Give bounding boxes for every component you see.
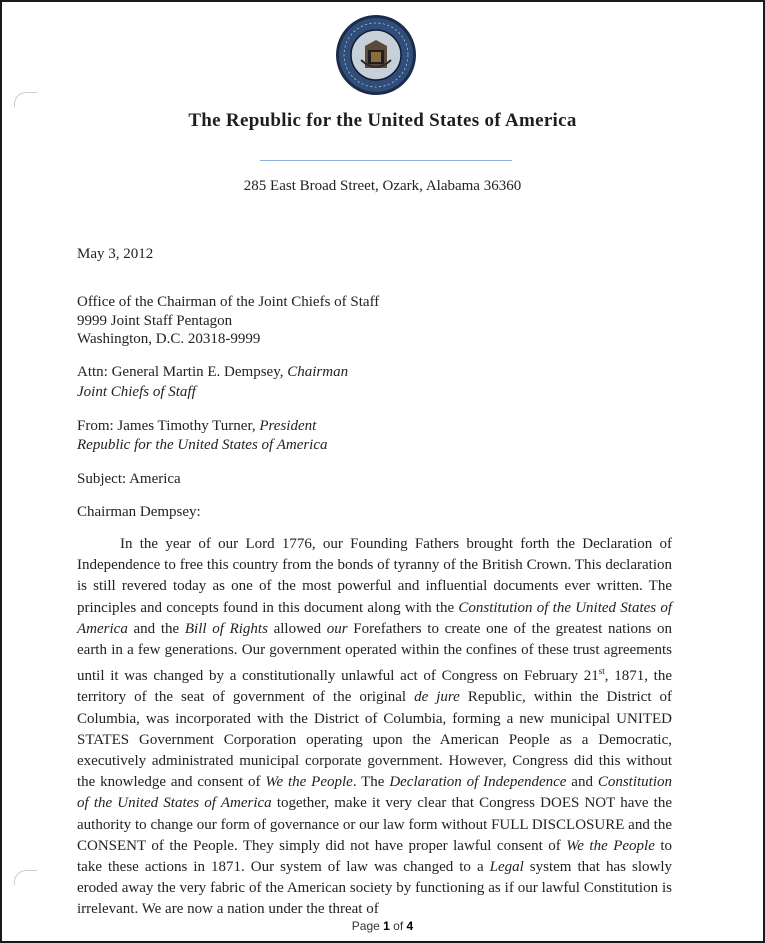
body-text-run: system that has slowly eroded away the very fabric of the American society by functioning as if our lawful Constitution is irrelevant. We are now a nation under the threat of <box>77 859 672 918</box>
body-text-run: . The <box>352 774 390 791</box>
body-italic-run: Constitution of the United States of America <box>77 599 673 637</box>
body-paragraph <box>77 534 672 921</box>
body-text-run: , 1871, the territory of the seat of government of the original <box>77 668 672 706</box>
page-footer <box>0 919 765 933</box>
subject-line: Subject: America <box>77 471 181 487</box>
recipient-line-2: 9999 Joint Staff Pentagon <box>77 313 233 329</box>
body-italic-run: Legal <box>489 859 524 876</box>
body-italic-run: our <box>326 620 348 637</box>
body-italic-run: We the People <box>265 774 353 791</box>
footer-of-word: of <box>389 919 407 933</box>
body-superscript: st <box>598 666 605 677</box>
body-text-run: and the <box>127 620 185 637</box>
body-italic-run: de jure <box>414 689 460 706</box>
footer-page-number: 1 <box>383 919 390 933</box>
body-text-run: together, make it very clear that Congress DOES NOT have the authority to change our form of governance or our law form without FULL DISCLOSURE and the CONSENT of the People. They simply did not have proper lawful consent of <box>77 795 672 854</box>
salutation: Chairman Dempsey: <box>77 504 201 520</box>
from-prefix: From: James Timothy Turner, <box>77 418 260 434</box>
attn-title: Chairman <box>287 364 349 380</box>
scan-mark <box>14 870 37 885</box>
scan-mark <box>14 92 37 107</box>
footer-page-total: 4 <box>406 919 414 933</box>
letterhead-address: 285 East Broad Street, Ozark, Alabama 36360 <box>243 178 522 194</box>
body-text-run: allowed <box>267 620 327 637</box>
footer-page-word: Page <box>351 919 384 933</box>
body-text-run: Forefathers to create one of the greatest nations on earth in a few generations. Our government operated within the confines of these trust agreements until it was changed by a constitutionally unlawful act of Congress on February 21 <box>77 620 673 685</box>
body-italic-run: Constitution of the United States of America <box>77 774 672 812</box>
body-italic-run: Declaration of Independence <box>389 774 567 791</box>
attn-org: Joint Chiefs of Staff <box>77 384 196 400</box>
body-text-run: Republic, within the District of Columbia, was incorporated with the District of Columbia, forming a new municipal UNITED STATES Government Corporation operating upon the American People as a Democratic, executively administrated municipal corporate government. However, Congress did this without the knowledge and consent of <box>77 689 673 791</box>
attn-prefix: Attn: General Martin E. Dempsey, <box>77 364 288 380</box>
header-divider <box>260 160 512 161</box>
letterhead-title: The Republic for the United States of America <box>188 110 577 131</box>
recipient-line-3: Washington, D.C. 20318-9999 <box>77 331 261 347</box>
republic-seal-logo <box>335 14 417 96</box>
from-title: President <box>259 418 317 434</box>
from-line <box>77 418 316 435</box>
body-text-run: and <box>566 774 598 791</box>
body-text-run: to take these actions in 1871. Our system of law was changed to a <box>77 837 673 876</box>
body-italic-run: Bill of Rights <box>184 620 268 637</box>
letter-date: May 3, 2012 <box>77 246 154 262</box>
attn-line <box>77 364 348 381</box>
body-text-run: In the year of our Lord 1776, our Founding Fathers brought forth the Declaration of Independence to free this country from the bonds of tyranny of the British Crown. This declaration is still revered today as one of the most powerful and influential documents ever written. The principles and concepts found in this document along with the <box>77 536 672 616</box>
recipient-line-1: Office of the Chairman of the Joint Chiefs of Staff <box>77 294 380 310</box>
body-italic-run: We the People <box>566 837 655 854</box>
from-org: Republic for the United States of America <box>77 437 328 453</box>
